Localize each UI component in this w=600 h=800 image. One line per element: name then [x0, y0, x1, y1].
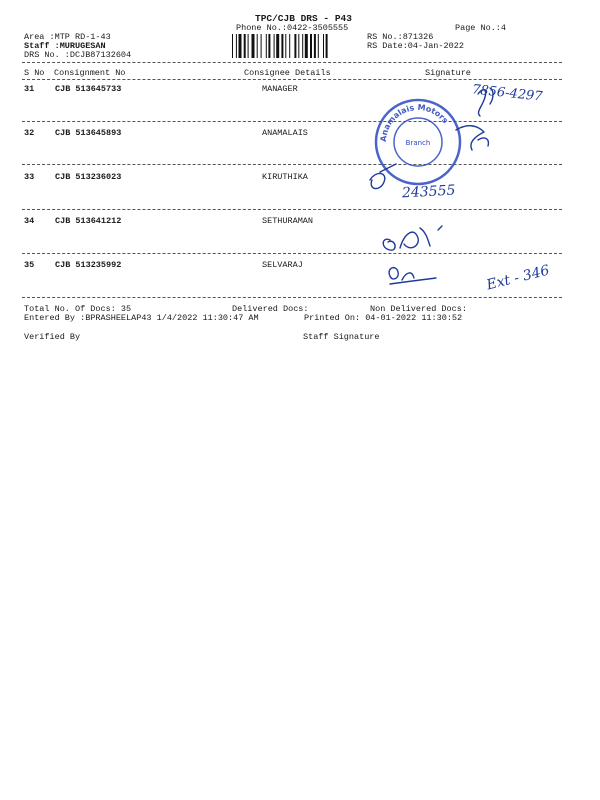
- rs-number: RS No.:871326: [367, 32, 434, 42]
- row-sno: 31: [24, 84, 35, 94]
- barcode-bar: [285, 34, 286, 58]
- col-signature: Signature: [425, 68, 471, 78]
- barcode-bar: [232, 34, 233, 58]
- col-consignee: Consignee Details: [244, 68, 331, 78]
- barcode-bar: [266, 34, 267, 58]
- barcode-bar: [289, 34, 290, 58]
- row-consignee: ANAMALAIS: [262, 128, 308, 138]
- barcode-bar: [314, 34, 316, 58]
- phone-number: Phone No.:0422-3505555: [236, 23, 349, 33]
- barcode: [232, 34, 356, 58]
- barcode-bar: [302, 34, 303, 58]
- barcode-bar: [261, 34, 262, 58]
- row-sno: 35: [24, 260, 35, 270]
- row-consignment: CJB 513645733: [55, 84, 122, 94]
- row-consignment: CJB 513236023: [55, 172, 122, 182]
- row-sno: 33: [24, 172, 35, 182]
- document-title: TPC/CJB DRS - P43: [255, 13, 352, 24]
- delivered-docs: Delivered Docs:: [232, 304, 309, 314]
- row-consignment: CJB 513645893: [55, 128, 122, 138]
- barcode-bar: [281, 34, 283, 58]
- drs-number: DRS No. :DCJB87132604: [24, 50, 132, 60]
- stamp-ring-text: Anamalais Motors: [378, 102, 450, 143]
- page-number: Page No.:4: [455, 23, 507, 33]
- row-consignment: CJB 513641212: [55, 216, 122, 226]
- printed-on: Printed On: 04-01-2022 11:30:52: [304, 313, 463, 323]
- barcode-bar: [298, 34, 299, 58]
- staff-label: Staff :MURUGESAN: [24, 41, 106, 51]
- table-divider-bottom: [22, 297, 562, 298]
- barcode-bar: [323, 34, 324, 58]
- row-consignee: SELVARAJ: [262, 260, 303, 270]
- handwritten-phone: 7856-4297: [471, 82, 544, 105]
- rs-date: RS Date:04-Jan-2022: [367, 41, 464, 51]
- barcode-bar: [244, 34, 246, 58]
- handwritten-number: 243555: [401, 182, 456, 202]
- barcode-bar: [268, 34, 270, 58]
- row-consignee: KIRUTHIKA: [262, 172, 308, 182]
- barcode-bar: [248, 34, 249, 58]
- col-consignment: Consignment No: [54, 68, 126, 78]
- barcode-bar: [252, 34, 255, 58]
- row-sno: 32: [24, 128, 35, 138]
- area-label: Area :MTP RD-1-43: [24, 32, 111, 42]
- barcode-bar: [305, 34, 308, 58]
- staff-signature: Staff Signature: [303, 332, 380, 342]
- verified-by: Verified By: [24, 332, 81, 342]
- barcode-bar: [274, 34, 275, 58]
- handwritten-extension: Ext - 346: [485, 262, 552, 294]
- barcode-bar: [257, 34, 258, 58]
- barcode-bar: [326, 34, 328, 58]
- handwritten-signatures: [360, 80, 600, 295]
- stamp-center-text: Branch: [405, 139, 431, 147]
- row-consignment: CJB 513235992: [55, 260, 122, 270]
- row-consignee: SETHURAMAN: [262, 216, 314, 226]
- barcode-bar: [318, 34, 319, 58]
- barcode-bar: [276, 34, 279, 58]
- barcode-bar: [294, 34, 296, 58]
- row-consignee: MANAGER: [262, 84, 298, 94]
- non-delivered-docs: Non Delivered Docs:: [370, 304, 467, 314]
- barcode-bar: [239, 34, 242, 58]
- col-sno: S No: [24, 68, 45, 78]
- barcode-bar: [310, 34, 312, 58]
- header-divider-top: [22, 62, 562, 63]
- barcode-bar: [236, 34, 237, 58]
- row-sno: 34: [24, 216, 35, 226]
- total-docs: Total No. Of Docs: 35: [24, 304, 132, 314]
- entered-by: Entered By :BPRASHEELAP43 1/4/2022 11:30:47 AM: [24, 313, 259, 323]
